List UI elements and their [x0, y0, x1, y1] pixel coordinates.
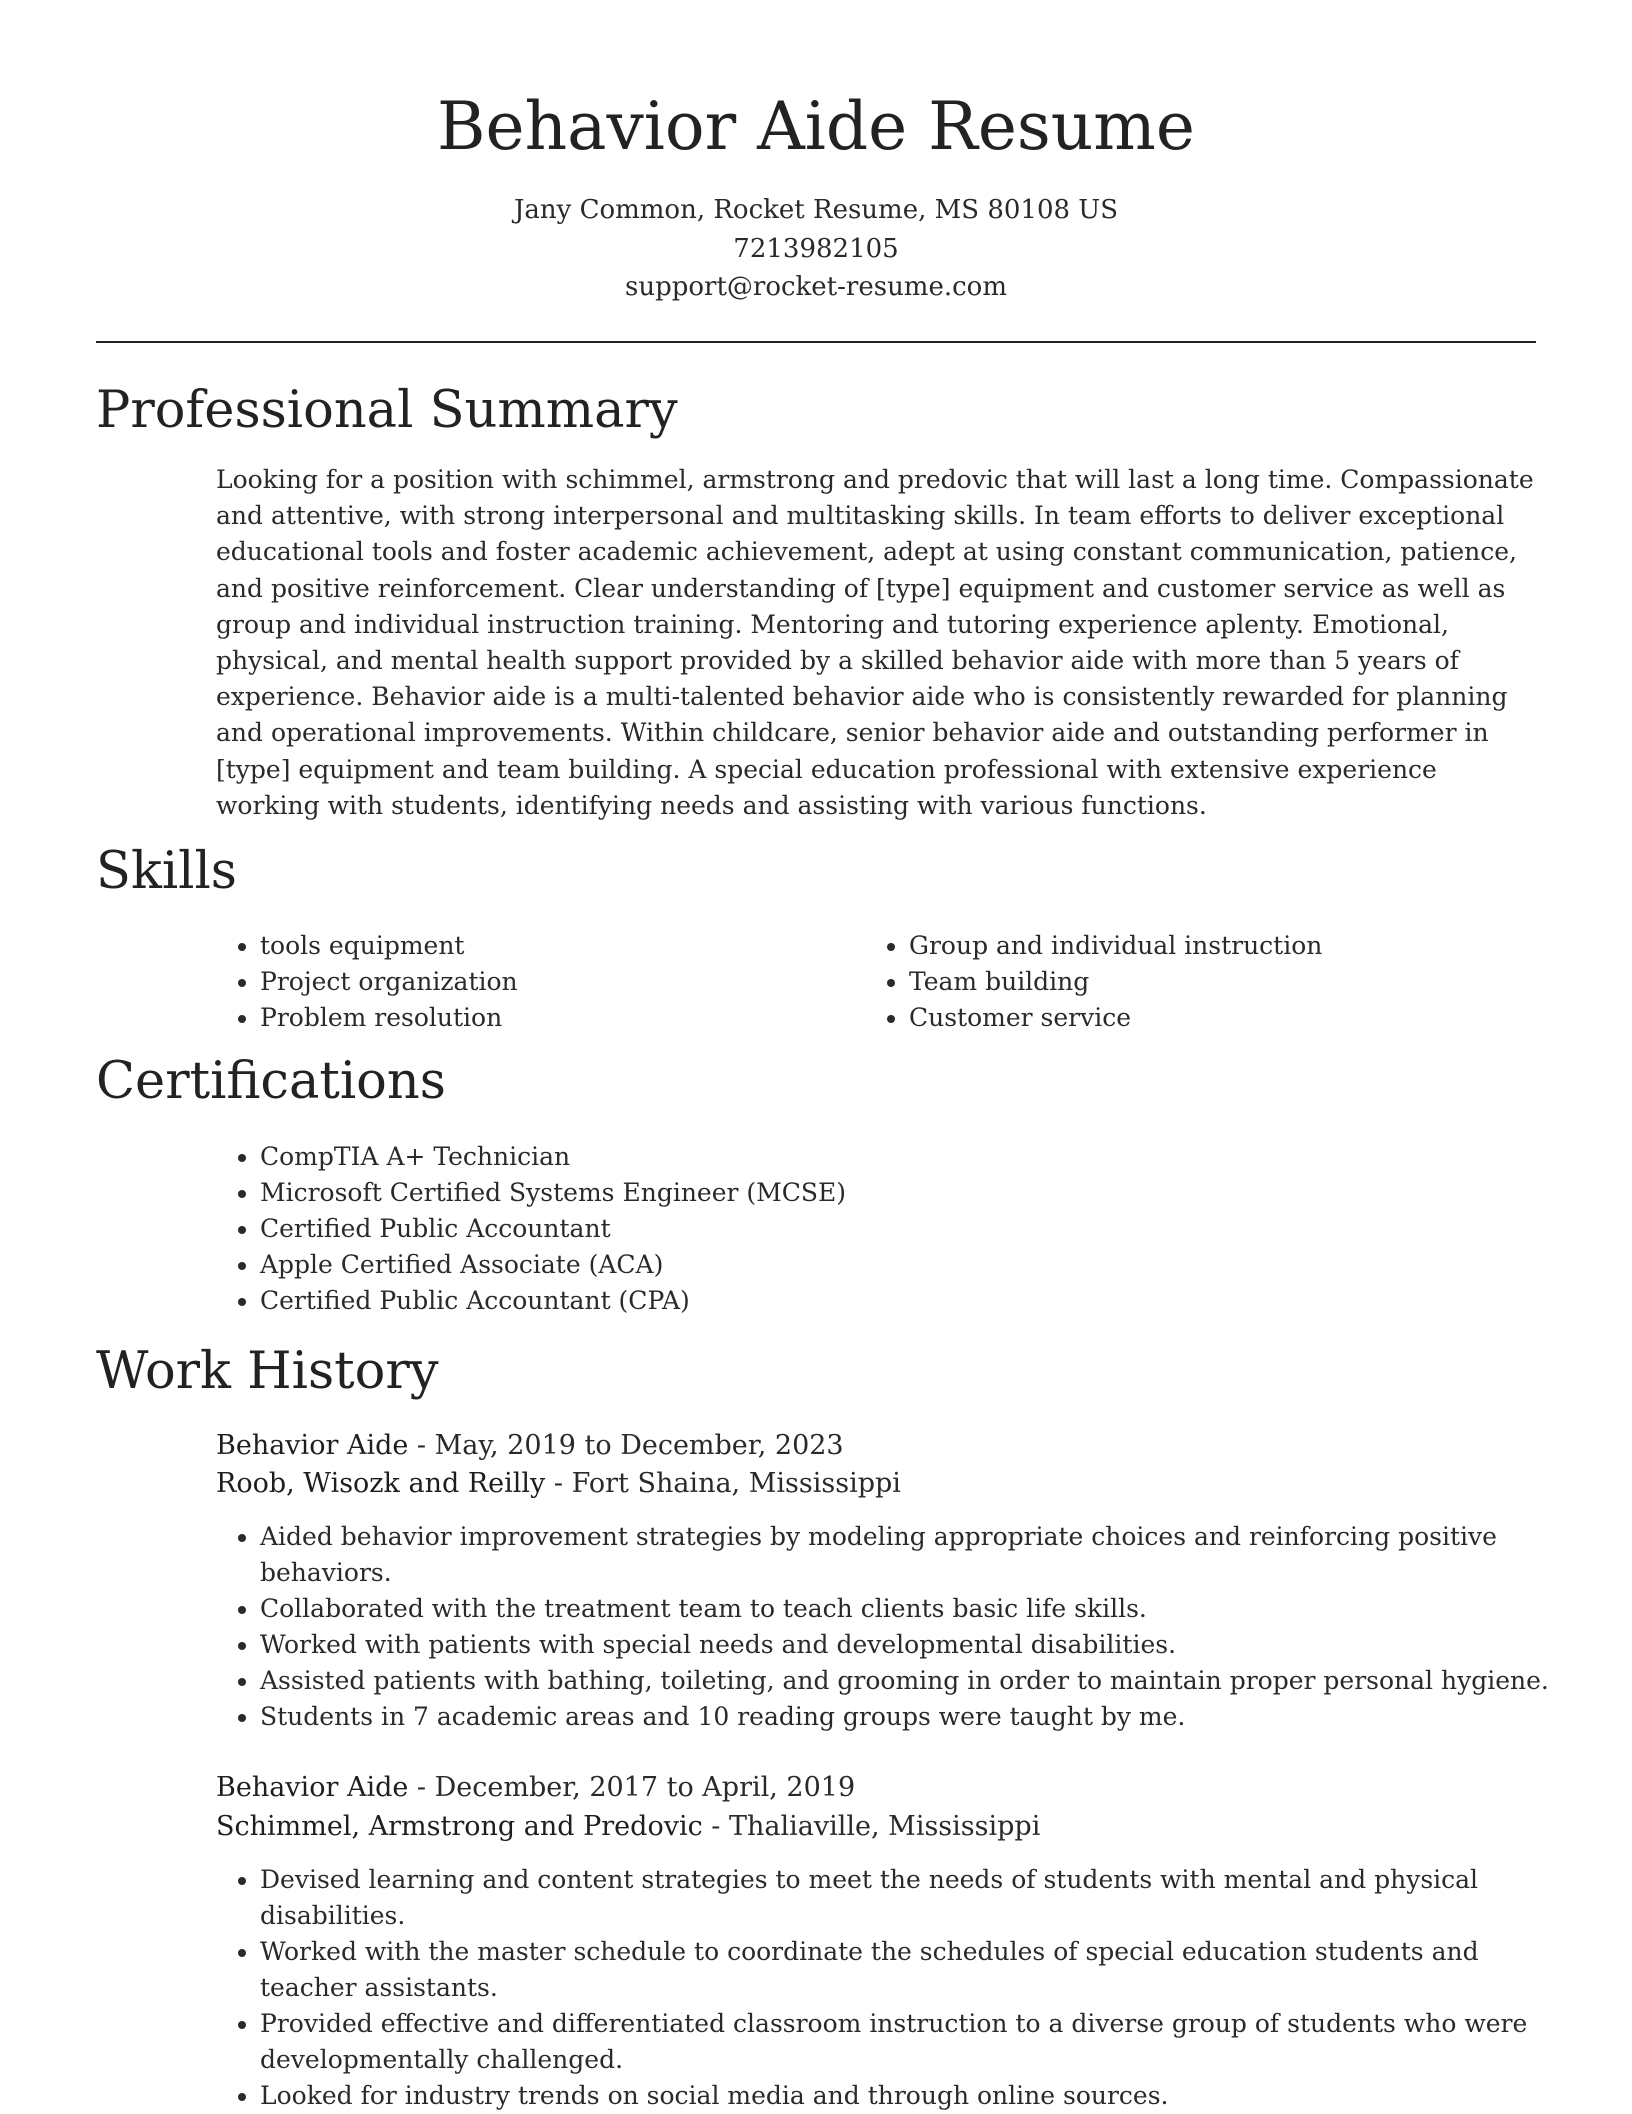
skill-item: • Group and individual instruction — [909, 928, 1549, 964]
skill-item: • Team building — [909, 964, 1549, 1000]
job-duty: • Collaborated with the treatment team to teach clients basic life skills. — [260, 1591, 1560, 1627]
certifications-list — [216, 1139, 1260, 1319]
skill-item: • tools equipment — [260, 928, 860, 964]
summary-text: Looking for a position with schimmel, armstrong and predovic that will last a long time. Compassionate and attentive, with strong interpersonal and multitasking skills. In team efforts to deliver exceptional educational tools and foster academic achievement, adept at using constant communication, patience, and positive reinforcement. Clear understanding of [type] equipment and customer service as well as group and individual instruction training. Mentoring and tutoring experience aplenty. Emotional, physical, and mental health support provided by a skilled behavior aide with more than 5 years of experience. Behavior aide is a multi-talented behavior aide who is consistently rewarded for planning and operational improvements. Within childcare, senior behavior aide and outstanding performer in [type] equipment and team building. A special education professional with extensive experience working with students, identifying needs and assisting with various functions. — [216, 465, 1534, 820]
job-duty: • Worked with patients with special needs and developmental disabilities. — [260, 1627, 1560, 1663]
job-duty: • Looked for industry trends on social media and through online sources. — [260, 2078, 1560, 2114]
job-duty: • Students in 7 academic areas and 10 reading groups were taught by me. — [260, 1699, 1560, 1735]
skill-item: • Problem resolution — [260, 1000, 860, 1036]
skills-heading: Skills — [96, 842, 237, 901]
job-duty: • Aided behavior improvement strategies by modeling appropriate choices and reinforcing positive behaviors. — [260, 1519, 1560, 1591]
job-duty: • Provided effective and differentiated classroom instruction to a diverse group of students who were developmentally challenged. — [260, 2006, 1560, 2078]
job-company-line — [216, 1465, 1536, 1503]
job-title-line — [216, 1769, 1536, 1807]
job-title: Behavior Aide — [216, 1772, 409, 1803]
certifications-heading: Certifications — [96, 1052, 446, 1111]
job-company: Roob, Wisozk and Reilly — [216, 1468, 546, 1499]
job-title-line — [216, 1427, 1536, 1465]
certification-item: • Microsoft Certified Systems Engineer (MCSE) — [260, 1175, 1260, 1211]
skills-list-right — [865, 928, 1549, 1036]
certification-item: • Apple Certified Associate (ACA) — [260, 1247, 1260, 1283]
summary-heading: Professional Summary — [96, 381, 678, 440]
contact-phone: 7213982105 — [733, 234, 899, 264]
job-company-line — [216, 1808, 1536, 1846]
resume-title: Behavior Aide Resume — [437, 88, 1195, 165]
job-duties-list — [216, 1862, 1560, 2114]
certification-item: • CompTIA A+ Technician — [260, 1139, 1260, 1175]
job-duty: • Devised learning and content strategies to meet the needs of students with mental and physical disabilities. — [260, 1862, 1560, 1934]
job-duty: • Assisted patients with bathing, toileting, and grooming in order to maintain proper personal hygiene. — [260, 1663, 1560, 1699]
job-duties-list — [216, 1519, 1560, 1735]
job-title: Behavior Aide — [216, 1430, 409, 1461]
header-divider — [96, 341, 1536, 343]
work-history-heading: Work History — [96, 1342, 439, 1401]
job-duty: • Worked with the master schedule to coordinate the schedules of special education students and teacher assistants. — [260, 1934, 1560, 2006]
job-dates: - May, 2019 to December, 2023 — [408, 1430, 844, 1461]
contact-email: support@rocket-resume.com — [624, 272, 1007, 302]
job-dates: - December, 2017 to April, 2019 — [408, 1772, 856, 1803]
skill-item: • Project organization — [260, 964, 860, 1000]
job-location: - Fort Shaina, Mississippi — [545, 1468, 901, 1499]
certification-item: • Certified Public Accountant — [260, 1211, 1260, 1247]
skills-list-left — [216, 928, 860, 1036]
job-company: Schimmel, Armstrong and Predovic — [216, 1811, 703, 1842]
contact-address: Jany Common, Rocket Resume, MS 80108 US — [513, 195, 1119, 225]
certification-item: • Certified Public Accountant (CPA) — [260, 1283, 1260, 1319]
job-location: - Thaliaville, Mississippi — [702, 1811, 1041, 1842]
skill-item: • Customer service — [909, 1000, 1549, 1036]
